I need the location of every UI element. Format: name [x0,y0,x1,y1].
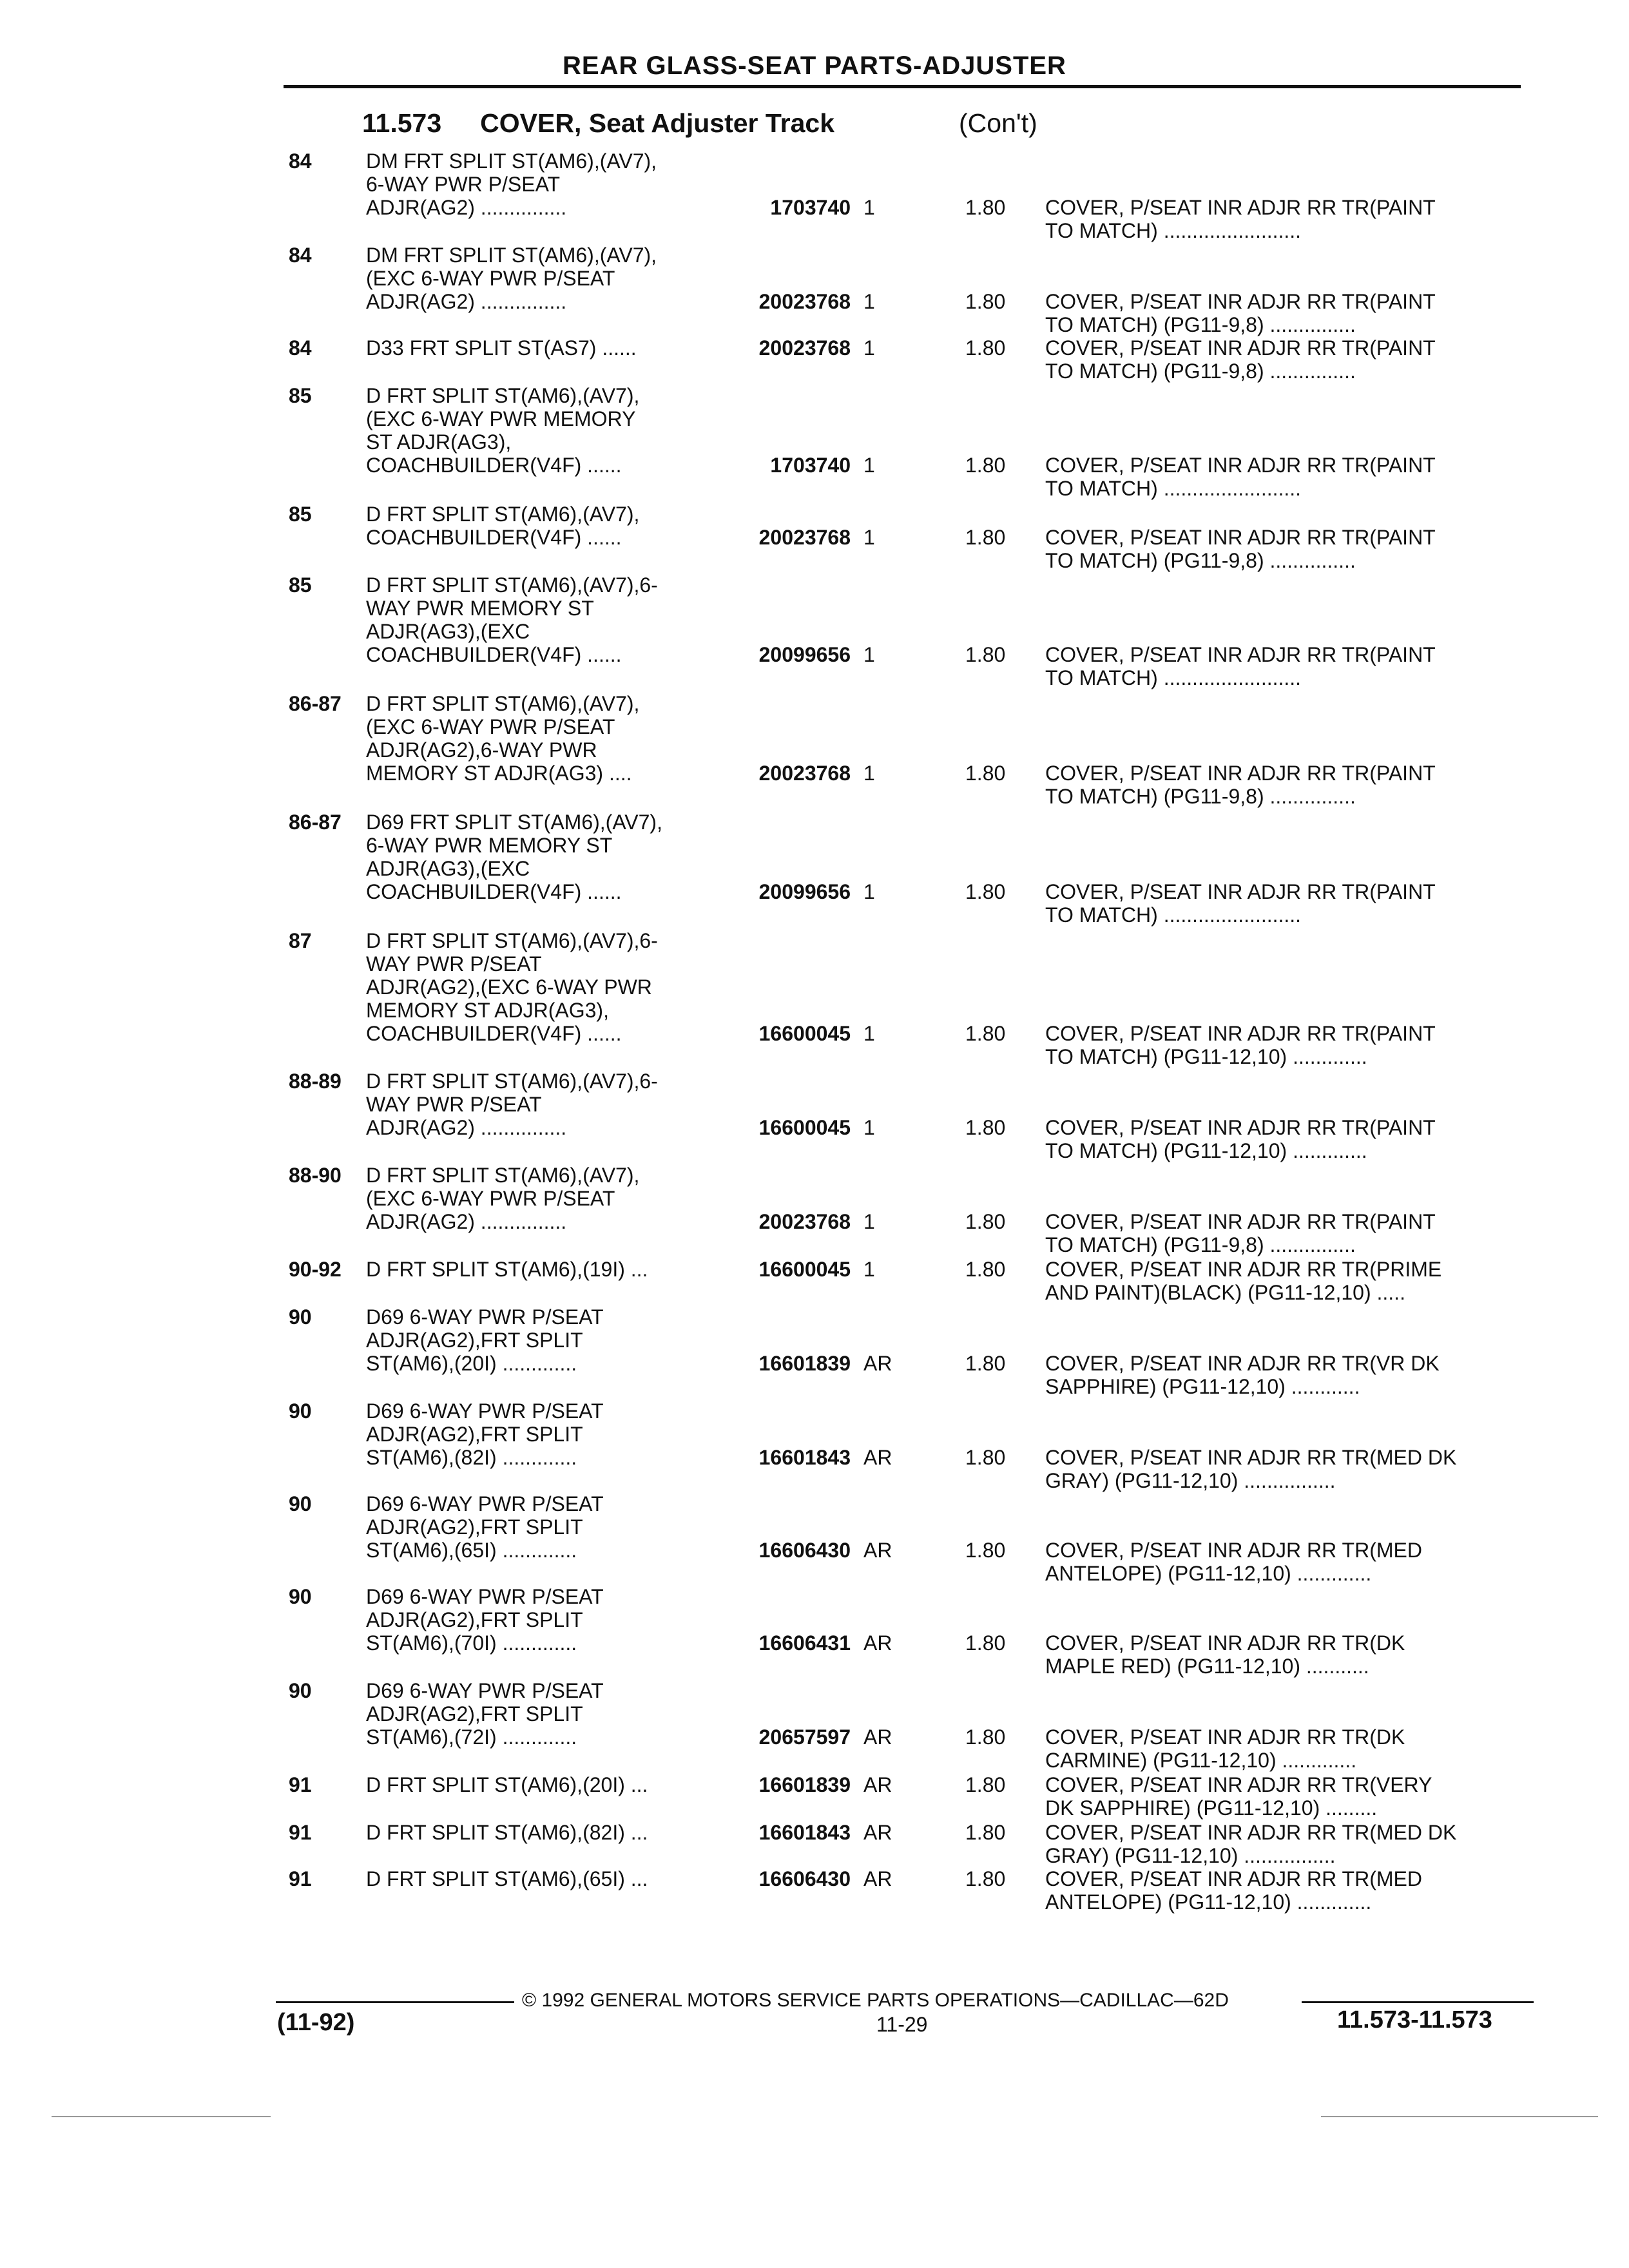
part-number: 20099656 [758,643,851,666]
scan-artifact-line [1321,2116,1598,2117]
application-description: D69 6-WAY PWR P/SEAT ADJR(AG2),FRT SPLIT ST(AM6),(70I) ............. [366,1585,604,1655]
part-description: COVER, P/SEAT INR ADJR RR TR(MED DK GRAY) (PG11-12,10) ................ [1045,1446,1457,1492]
part-description: COVER, P/SEAT INR ADJR RR TR(DK CARMINE) (PG11-12,10) ............. [1045,1725,1405,1772]
illustration-number: 88-89 [289,1070,342,1093]
version-code: 1.80 [965,1867,1006,1890]
quantity: 1 [863,290,875,313]
application-description: D FRT SPLIT ST(AM6),(65I) ... [366,1867,648,1890]
part-description: COVER, P/SEAT INR ADJR RR TR(PRIME AND PAINT)(BLACK) (PG11-12,10) ..... [1045,1258,1442,1304]
quantity: AR [863,1631,892,1655]
quantity: 1 [863,1116,875,1139]
part-description: COVER, P/SEAT INR ADJR RR TR(MED DK GRAY) (PG11-12,10) ................ [1045,1821,1457,1867]
footer-section-range: 11.573-11.573 [1337,2006,1492,2033]
illustration-number: 85 [289,384,312,407]
application-description: D FRT SPLIT ST(AM6),(AV7),6- WAY PWR P/SEAT ADJR(AG2),(EXC 6-WAY PWR MEMORY ST ADJR(AG3), COACHBUILDER(V4F) ...... [366,929,658,1045]
quantity: 1 [863,196,875,219]
part-description: COVER, P/SEAT INR ADJR RR TR(PAINT TO MATCH) (PG11-12,10) ............. [1045,1116,1436,1162]
illustration-number: 86-87 [289,811,342,834]
quantity: 1 [863,880,875,903]
illustration-number: 84 [289,336,312,360]
part-description: COVER, P/SEAT INR ADJR RR TR(DK MAPLE RED) (PG11-12,10) ........... [1045,1631,1405,1678]
part-description: COVER, P/SEAT INR ADJR RR TR(PAINT TO MATCH) (PG11-9,8) ............... [1045,762,1436,808]
version-code: 1.80 [965,1631,1006,1655]
application-description: D FRT SPLIT ST(AM6),(AV7),6- WAY PWR P/SEAT ADJR(AG2) ............... [366,1070,658,1139]
part-description: COVER, P/SEAT INR ADJR RR TR(PAINT TO MATCH) (PG11-9,8) ............... [1045,336,1436,383]
version-code: 1.80 [965,196,1006,219]
footer-rule-left [276,2001,514,2003]
application-description: D FRT SPLIT ST(AM6),(20I) ... [366,1773,648,1796]
illustration-number: 90 [289,1399,312,1423]
footer-page-number: 11-29 [876,2013,928,2036]
part-number: 20023768 [758,290,851,313]
illustration-number: 90 [289,1585,312,1608]
part-number: 16601839 [758,1352,851,1375]
quantity: 1 [863,643,875,666]
part-number: 20023768 [758,336,851,360]
part-number: 16606431 [758,1631,851,1655]
illustration-number: 90-92 [289,1258,342,1281]
version-code: 1.80 [965,1210,1006,1233]
version-code: 1.80 [965,1821,1006,1844]
version-code: 1.80 [965,1725,1006,1749]
quantity: AR [863,1725,892,1749]
part-description: COVER, P/SEAT INR ADJR RR TR(PAINT TO MATCH) (PG11-9,8) ............... [1045,526,1436,572]
application-description: D FRT SPLIT ST(AM6),(19I) ... [366,1258,648,1281]
version-code: 1.80 [965,1539,1006,1562]
continued-label: (Con't) [959,108,1037,138]
part-number: 16600045 [758,1258,851,1281]
application-description: D FRT SPLIT ST(AM6),(AV7),6- WAY PWR MEMORY ST ADJR(AG3),(EXC COACHBUILDER(V4F) ...... [366,573,658,666]
part-number: 16606430 [758,1539,851,1562]
application-description: D FRT SPLIT ST(AM6),(AV7), (EXC 6-WAY PWR P/SEAT ADJR(AG2),6-WAY PWR MEMORY ST ADJR(AG3) .... [366,692,640,785]
part-number: 20099656 [758,880,851,903]
part-description: COVER, P/SEAT INR ADJR RR TR(PAINT TO MATCH) ........................ [1045,196,1436,242]
application-description: D33 FRT SPLIT ST(AS7) ...... [366,336,637,360]
version-code: 1.80 [965,762,1006,785]
version-code: 1.80 [965,1773,1006,1796]
illustration-number: 85 [289,573,312,597]
quantity: 1 [863,526,875,549]
part-number: 1703740 [770,196,851,219]
scan-artifact-line [52,2116,271,2117]
part-number: 20023768 [758,1210,851,1233]
section-number: 11.573 [362,108,442,138]
part-description: COVER, P/SEAT INR ADJR RR TR(PAINT TO MATCH) (PG11-9,8) ............... [1045,290,1436,336]
illustration-number: 85 [289,503,312,526]
version-code: 1.80 [965,1352,1006,1375]
part-description: COVER, P/SEAT INR ADJR RR TR(PAINT TO MATCH) ........................ [1045,454,1436,500]
part-number: 1703740 [770,454,851,477]
part-description: COVER, P/SEAT INR ADJR RR TR(PAINT TO MATCH) (PG11-9,8) ............... [1045,1210,1436,1256]
quantity: AR [863,1352,892,1375]
part-description: COVER, P/SEAT INR ADJR RR TR(PAINT TO MATCH) (PG11-12,10) ............. [1045,1022,1436,1068]
application-description: D69 6-WAY PWR P/SEAT ADJR(AG2),FRT SPLIT ST(AM6),(82I) ............. [366,1399,604,1469]
illustration-number: 90 [289,1492,312,1515]
part-description: COVER, P/SEAT INR ADJR RR TR(MED ANTELOPE) (PG11-12,10) ............. [1045,1867,1422,1914]
quantity: 1 [863,454,875,477]
part-number: 16600045 [758,1022,851,1045]
application-description: D69 6-WAY PWR P/SEAT ADJR(AG2),FRT SPLIT ST(AM6),(65I) ............. [366,1492,604,1562]
part-description: COVER, P/SEAT INR ADJR RR TR(PAINT TO MATCH) ........................ [1045,643,1436,689]
footer-date: (11-92) [277,2009,355,2036]
footer-rule-right [1302,2001,1534,2003]
application-description: D69 FRT SPLIT ST(AM6),(AV7), 6-WAY PWR MEMORY ST ADJR(AG3),(EXC COACHBUILDER(V4F) ...... [366,811,662,903]
quantity: 1 [863,1022,875,1045]
part-description: COVER, P/SEAT INR ADJR RR TR(VERY DK SAPPHIRE) (PG11-12,10) ......... [1045,1773,1432,1820]
application-description: D FRT SPLIT ST(AM6),(AV7), (EXC 6-WAY PWR MEMORY ST ADJR(AG3), COACHBUILDER(V4F) ...... [366,384,640,477]
version-code: 1.80 [965,1116,1006,1139]
illustration-number: 91 [289,1867,312,1890]
illustration-number: 86-87 [289,692,342,715]
version-code: 1.80 [965,454,1006,477]
application-description: D69 6-WAY PWR P/SEAT ADJR(AG2),FRT SPLIT ST(AM6),(20I) ............. [366,1305,604,1375]
quantity: 1 [863,1210,875,1233]
quantity: 1 [863,1258,875,1281]
version-code: 1.80 [965,526,1006,549]
section-title: COVER, Seat Adjuster Track [480,108,835,138]
part-number: 16601843 [758,1821,851,1844]
part-number: 20023768 [758,526,851,549]
application-description: D FRT SPLIT ST(AM6),(82I) ... [366,1821,648,1844]
version-code: 1.80 [965,880,1006,903]
part-number: 16600045 [758,1116,851,1139]
section-heading [362,108,873,139]
version-code: 1.80 [965,643,1006,666]
version-code: 1.80 [965,1022,1006,1045]
illustration-number: 84 [289,244,312,267]
application-description: DM FRT SPLIT ST(AM6),(AV7), (EXC 6-WAY PWR P/SEAT ADJR(AG2) ............... [366,244,657,313]
part-number: 16601843 [758,1446,851,1469]
application-description: D69 6-WAY PWR P/SEAT ADJR(AG2),FRT SPLIT ST(AM6),(72I) ............. [366,1679,604,1749]
quantity: 1 [863,762,875,785]
part-description: COVER, P/SEAT INR ADJR RR TR(VR DK SAPPHIRE) (PG11-12,10) ............ [1045,1352,1440,1398]
illustration-number: 84 [289,149,312,173]
quantity: AR [863,1539,892,1562]
application-description: DM FRT SPLIT ST(AM6),(AV7), 6-WAY PWR P/SEAT ADJR(AG2) ............... [366,149,657,219]
part-number: 20657597 [758,1725,851,1749]
quantity: AR [863,1821,892,1844]
illustration-number: 90 [289,1305,312,1329]
part-number: 16606430 [758,1867,851,1890]
part-description: COVER, P/SEAT INR ADJR RR TR(MED ANTELOPE) (PG11-12,10) ............. [1045,1539,1422,1585]
part-description: COVER, P/SEAT INR ADJR RR TR(PAINT TO MATCH) ........................ [1045,880,1436,927]
part-number: 20023768 [758,762,851,785]
illustration-number: 90 [289,1679,312,1702]
illustration-number: 88-90 [289,1164,342,1187]
footer-copyright: © 1992 GENERAL MOTORS SERVICE PARTS OPERATIONS—CADILLAC—62D [522,1990,1229,2011]
illustration-number: 91 [289,1821,312,1844]
application-description: D FRT SPLIT ST(AM6),(AV7), (EXC 6-WAY PWR P/SEAT ADJR(AG2) ............... [366,1164,640,1233]
quantity: 1 [863,336,875,360]
application-description: D FRT SPLIT ST(AM6),(AV7), COACHBUILDER(V4F) ...... [366,503,640,549]
illustration-number: 87 [289,929,312,952]
version-code: 1.80 [965,1446,1006,1469]
version-code: 1.80 [965,290,1006,313]
quantity: AR [863,1446,892,1469]
version-code: 1.80 [965,1258,1006,1281]
quantity: AR [863,1773,892,1796]
illustration-number: 91 [289,1773,312,1796]
quantity: AR [863,1867,892,1890]
part-number: 16601839 [758,1773,851,1796]
version-code: 1.80 [965,336,1006,360]
header-rule [284,85,1521,88]
page-title: REAR GLASS-SEAT PARTS-ADJUSTER [563,52,1066,80]
